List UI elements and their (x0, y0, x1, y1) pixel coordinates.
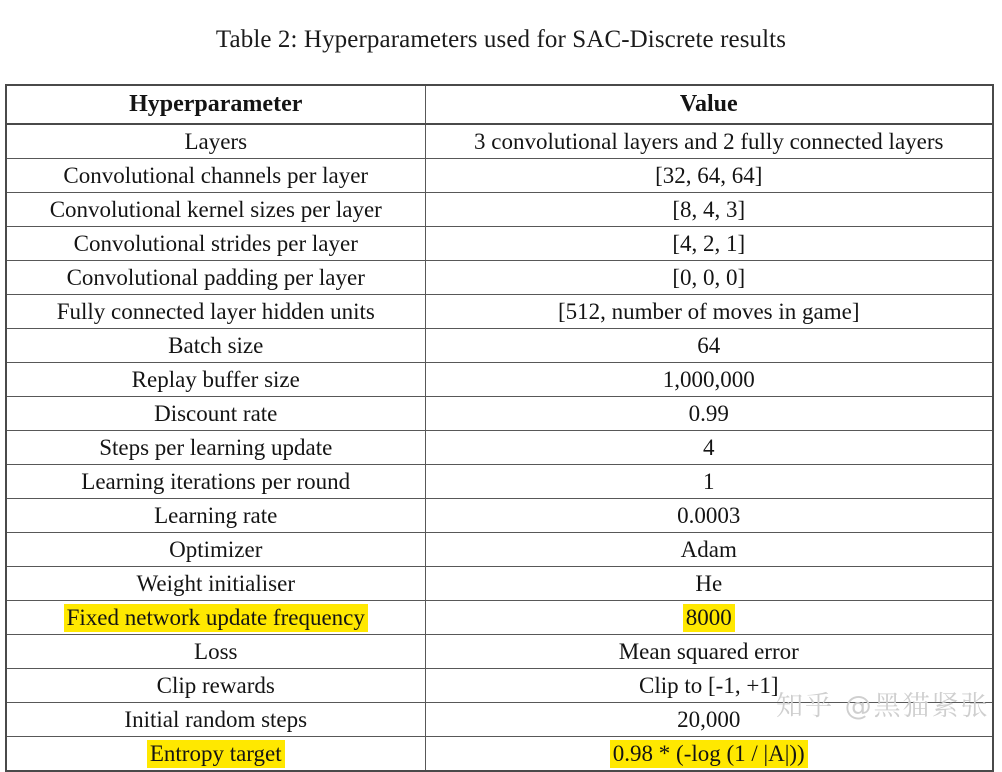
hyperparameter-value-text: [8, 4, 3] (672, 197, 746, 222)
table-header-row (6, 85, 993, 124)
hyperparameter-value-text: 64 (697, 333, 721, 358)
table-row (6, 533, 993, 567)
table-row (6, 703, 993, 737)
hyperparameter-name-cell (6, 635, 425, 669)
hyperparameter-name-text: Layers (184, 129, 248, 154)
watermark: 知乎 @黑猫紧张 (776, 691, 990, 722)
hyperparameter-name-text: Replay buffer size (131, 367, 300, 392)
hyperparameter-name-text: Entropy target (147, 740, 285, 768)
table-header (6, 85, 993, 124)
hyperparameter-name-text: Steps per learning update (99, 435, 333, 460)
hyperparameter-value-cell (425, 737, 993, 772)
table-row (6, 567, 993, 601)
hyperparameter-name-cell (6, 533, 425, 567)
table-row (6, 363, 993, 397)
hyperparameter-name-text: Convolutional padding per layer (66, 265, 365, 290)
hyperparameter-name-text: Learning rate (154, 503, 278, 528)
table-row (6, 635, 993, 669)
hyperparameter-name-text: Convolutional strides per layer (73, 231, 358, 256)
hyperparameter-name-text: Optimizer (169, 537, 263, 562)
hyperparameter-value-text: [4, 2, 1] (672, 231, 746, 256)
hyperparameter-value-cell (425, 533, 993, 567)
column-header-hyperparameter: Hyperparameter (6, 85, 425, 124)
hyperparameter-name-cell (6, 261, 425, 295)
hyperparameter-value-text: 8000 (683, 604, 735, 632)
hyperparameter-value-text: 0.98 * (-log (1 / |A|)) (610, 740, 808, 768)
table-row (6, 499, 993, 533)
hyperparameter-value-cell (425, 261, 993, 295)
hyperparameter-value-cell (425, 295, 993, 329)
hyperparameter-name-cell (6, 669, 425, 703)
table-row (6, 329, 993, 363)
hyperparameter-name-text: Batch size (168, 333, 264, 358)
hyperparameter-value-text: He (695, 571, 723, 596)
hyperparameter-name-cell (6, 737, 425, 772)
table-row (6, 193, 993, 227)
table-row (6, 227, 993, 261)
hyperparameter-value-cell (425, 601, 993, 635)
hyperparameter-value-cell (425, 397, 993, 431)
hyperparameter-value-cell (425, 499, 993, 533)
hyperparameter-value-cell (425, 669, 993, 703)
hyperparameter-name-cell (6, 397, 425, 431)
hyperparameter-value-cell (425, 193, 993, 227)
hyperparameter-name-text: Fixed network update frequency (64, 604, 368, 632)
table-row (6, 601, 993, 635)
hyperparameter-value-text: 20,000 (677, 707, 741, 732)
table-row (6, 159, 993, 193)
hyperparameter-name-text: Discount rate (154, 401, 278, 426)
hyperparameter-name-cell (6, 227, 425, 261)
hyperparameter-value-cell (425, 635, 993, 669)
hyperparameter-value-cell (425, 363, 993, 397)
hyperparameter-name-text: Learning iterations per round (81, 469, 351, 494)
table-row (6, 431, 993, 465)
hyperparameter-name-cell (6, 431, 425, 465)
hyperparameter-name-cell (6, 567, 425, 601)
hyperparameter-name-text: Weight initialiser (136, 571, 295, 596)
hyperparameter-value-text: 1,000,000 (662, 367, 755, 392)
table-row (6, 669, 993, 703)
hyperparameter-value-cell (425, 124, 993, 159)
hyperparameters-table-container (5, 84, 992, 772)
table-row (6, 397, 993, 431)
hyperparameter-name-cell (6, 159, 425, 193)
hyperparameter-name-cell (6, 499, 425, 533)
hyperparameter-value-text: 4 (703, 435, 715, 460)
table-row (6, 465, 993, 499)
hyperparameter-value-text: Mean squared error (618, 639, 799, 664)
hyperparameter-value-cell (425, 465, 993, 499)
hyperparameter-value-text: Clip to [-1, +1] (639, 673, 779, 698)
hyperparameters-table (5, 84, 994, 772)
hyperparameter-value-cell (425, 703, 993, 737)
hyperparameter-value-text: 0.0003 (677, 503, 741, 528)
hyperparameter-value-cell (425, 159, 993, 193)
hyperparameter-name-text: Clip rewards (156, 673, 275, 698)
hyperparameter-value-text: 1 (703, 469, 715, 494)
hyperparameter-value-cell (425, 431, 993, 465)
hyperparameter-value-text: Adam (680, 537, 737, 562)
hyperparameter-name-text: Fully connected layer hidden units (56, 299, 375, 324)
hyperparameter-name-text: Loss (194, 639, 238, 664)
hyperparameter-name-cell (6, 601, 425, 635)
table-row (6, 737, 993, 772)
table-row (6, 124, 993, 159)
hyperparameter-value-cell (425, 567, 993, 601)
hyperparameter-name-cell (6, 465, 425, 499)
hyperparameter-name-cell (6, 363, 425, 397)
hyperparameter-value-text: [32, 64, 64] (655, 163, 763, 188)
hyperparameter-value-text: 3 convolutional layers and 2 fully connected layers (474, 129, 944, 154)
table-caption: Table 2: Hyperparameters used for SAC-Discrete results (215, 26, 787, 53)
hyperparameter-name-cell (6, 295, 425, 329)
hyperparameter-name-text: Initial random steps (124, 707, 308, 732)
hyperparameter-value-cell (425, 329, 993, 363)
hyperparameter-value-cell (425, 227, 993, 261)
column-header-value: Value (425, 85, 993, 124)
hyperparameter-value-text: [0, 0, 0] (672, 265, 746, 290)
hyperparameter-name-cell (6, 124, 425, 159)
table-row (6, 295, 993, 329)
hyperparameter-name-cell (6, 703, 425, 737)
hyperparameter-name-text: Convolutional channels per layer (63, 163, 369, 188)
hyperparameter-name-cell (6, 193, 425, 227)
table-row (6, 261, 993, 295)
hyperparameter-value-text: 0.99 (688, 401, 729, 426)
hyperparameter-name-cell (6, 329, 425, 363)
hyperparameter-value-text: [512, number of moves in game] (558, 299, 860, 324)
hyperparameter-name-text: Convolutional kernel sizes per layer (49, 197, 382, 222)
table-body (6, 124, 993, 771)
